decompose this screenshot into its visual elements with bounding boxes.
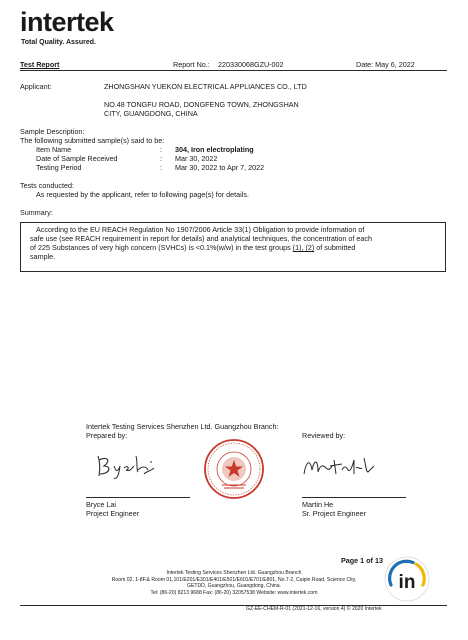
test-group-link[interactable]: (1), (2) bbox=[292, 243, 315, 252]
sample-intro: The following submitted sample(s) said to be: bbox=[20, 136, 165, 145]
sample-row-sep: : bbox=[160, 163, 162, 172]
summary-line: of 225 Substances of very high concern (SVHCs) is <0.1%(w/w) in the test groups bbox=[30, 243, 293, 252]
summary-text bbox=[30, 225, 440, 261]
tests-text: As requested by the applicant, refer to following page(s) for details. bbox=[36, 190, 249, 199]
footer-line: Room 02, 1-8F.& Room 01,101/E201/E301/E401/E501/E601/E701/E801, No.7-2, Caipin Road, Science City, bbox=[111, 576, 357, 583]
footer-line: GETDD, Guangzhou, Guangdong, China. bbox=[186, 583, 281, 590]
preparer-signature-line bbox=[86, 497, 190, 498]
applicant-label: Applicant: bbox=[20, 82, 52, 91]
reviewed-by-label: Reviewed by: bbox=[302, 431, 346, 440]
preparer-name: Bryce Lai bbox=[86, 500, 116, 509]
report-date: Date: May 6, 2022 bbox=[356, 60, 415, 69]
footer-line: Tel: (86-20) 8213 9688 Fax: (86-20) 32057538 Website: www.intertek.com bbox=[150, 589, 318, 596]
reviewer-title: Sr. Project Engineer bbox=[302, 509, 366, 518]
sample-row-value: Mar 30, 2022 bbox=[175, 154, 218, 163]
applicant-address-line1: NO.48 TONGFU ROAD, DONGFENG TOWN, ZHONGSHAN bbox=[104, 100, 299, 109]
sample-row-label: Testing Period bbox=[36, 163, 82, 172]
applicant-name: ZHONGSHAN YUEKON ELECTRICAL APPLIANCES CO., LTD bbox=[104, 82, 307, 91]
sample-row-value: Mar 30, 2022 to Apr 7, 2022 bbox=[175, 163, 265, 172]
footer-line: Intertek Testing Services Shenzhen Ltd. Guangzhou Branch bbox=[166, 570, 302, 576]
reviewer-signature-line bbox=[302, 497, 406, 498]
footer-rule bbox=[20, 605, 447, 606]
branch-name: Intertek Testing Services Shenzhen Ltd. Guangzhou Branch: bbox=[86, 422, 279, 431]
sample-heading: Sample Description: bbox=[20, 127, 85, 136]
sample-row-label: Date of Sample Received bbox=[36, 154, 118, 163]
preparer-signature bbox=[92, 448, 162, 484]
intertek-logo: intertek bbox=[20, 7, 114, 37]
form-code: GZ-EE-CHEM-R-01 (2021-12-16, version 4) © 2020 Intertek bbox=[246, 606, 382, 612]
intertek-in-logo-icon bbox=[383, 555, 431, 603]
svg-text:in: in bbox=[398, 572, 416, 593]
reviewer-signature bbox=[300, 448, 380, 484]
prepared-by-label: Prepared by: bbox=[86, 431, 128, 440]
preparer-title: Project Engineer bbox=[86, 509, 140, 518]
report-number-label: Report No.: bbox=[173, 60, 210, 69]
applicant-address-line2: CITY, GUANGDONG, CHINA bbox=[104, 109, 198, 118]
header-rule bbox=[20, 70, 447, 71]
summary-line: of submitted bbox=[314, 243, 356, 252]
reviewer-name: Martin He bbox=[302, 500, 334, 509]
logo-tagline: Total Quality. Assured. bbox=[21, 39, 96, 46]
report-title: Test Report bbox=[20, 60, 60, 69]
summary-line: sample. bbox=[30, 252, 56, 261]
company-seal-stamp bbox=[202, 437, 266, 501]
summary-heading: Summary: bbox=[20, 208, 53, 217]
report-number: 220330068GZU-002 bbox=[218, 60, 284, 69]
summary-line: According to the EU REACH Regulation No 1907/2006 Article 33(1) Obligation to provide information of bbox=[36, 225, 365, 234]
sample-row-label: Item Name bbox=[36, 145, 72, 154]
sample-row-sep: : bbox=[160, 154, 162, 163]
sample-row-value: 304, Iron electroplating bbox=[175, 145, 254, 154]
summary-line: safe use (see REACH requirement in report for details) and analytical techniques, the concentration of each bbox=[30, 234, 372, 243]
sample-row-sep: : bbox=[160, 145, 162, 154]
page-number: Page 1 of 13 bbox=[341, 556, 383, 565]
tests-heading: Tests conducted: bbox=[20, 181, 74, 190]
